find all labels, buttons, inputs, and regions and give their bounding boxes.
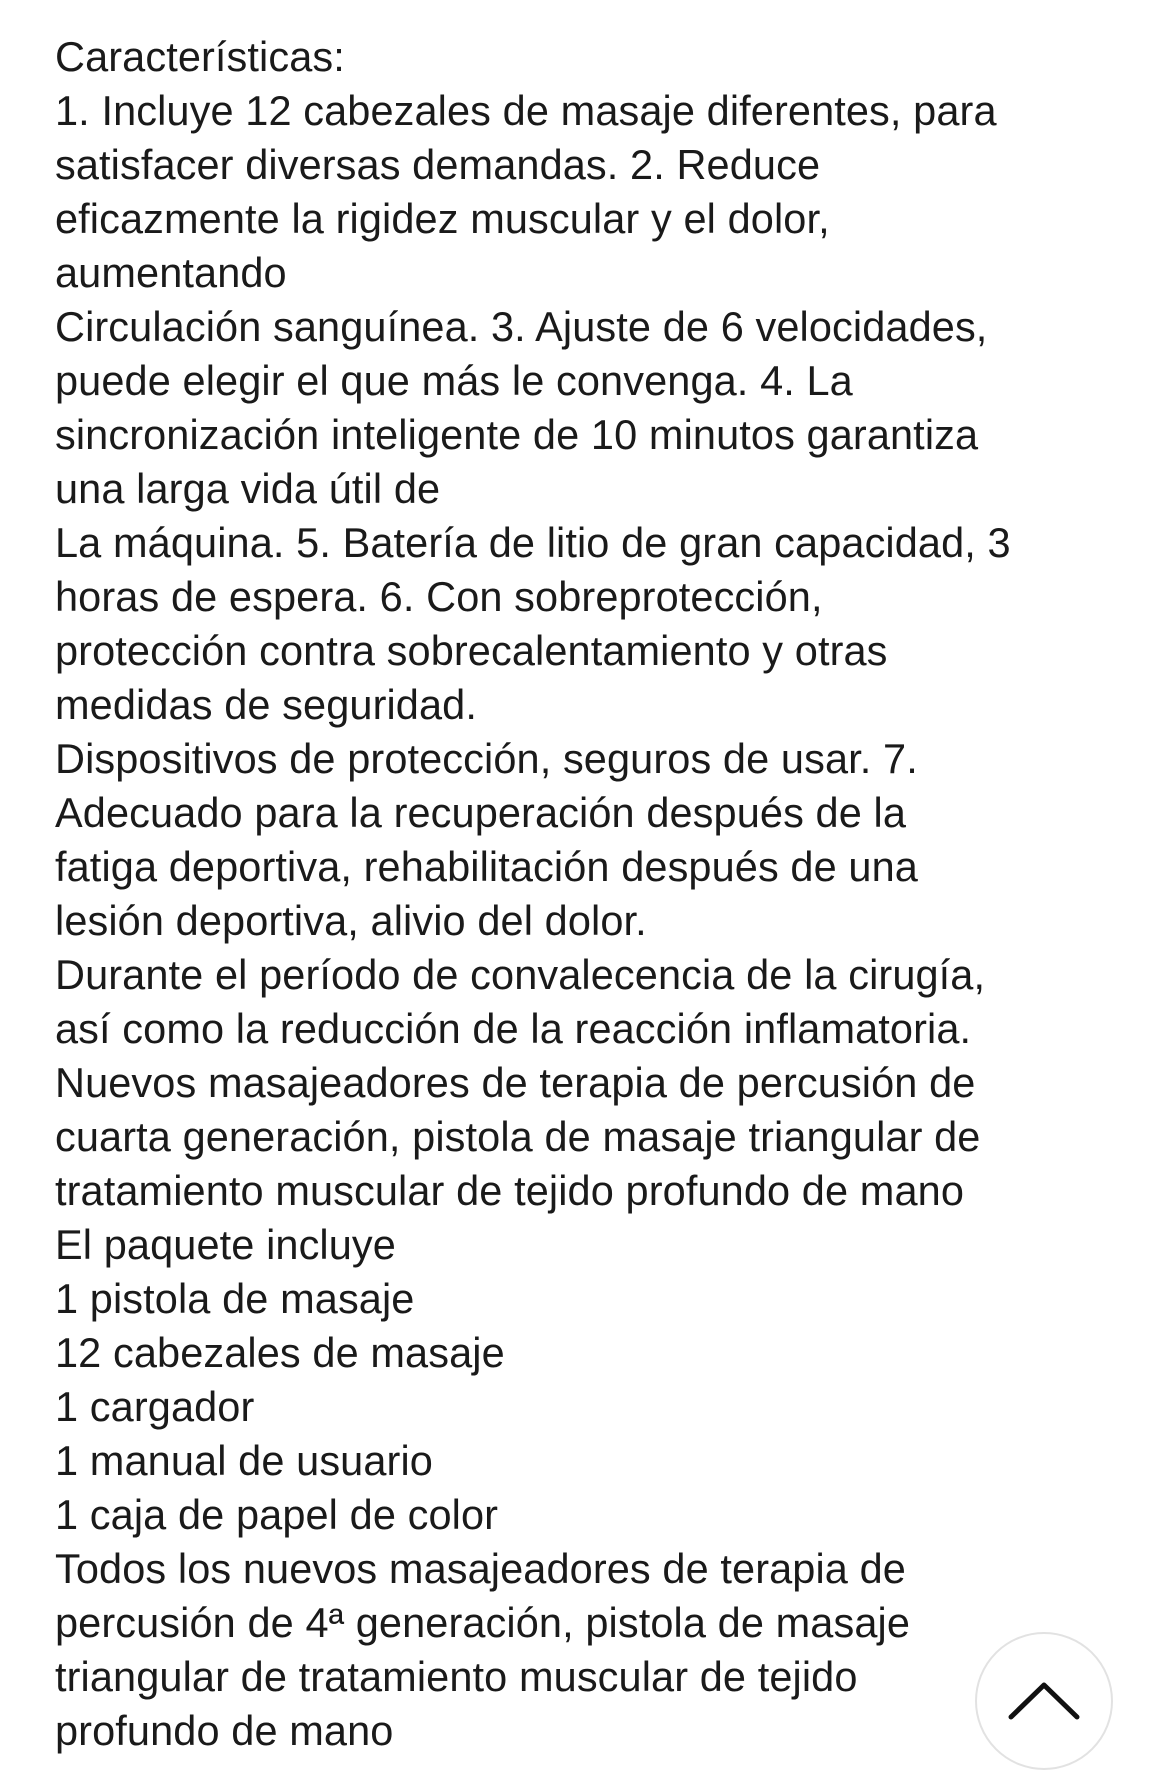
package-item: 1 cargador [55, 1383, 255, 1430]
description-line: una larga vida útil de [55, 465, 441, 512]
package-item: 1 manual de usuario [55, 1437, 433, 1484]
description-line: Todos los nuevos masajeadores de terapia de [55, 1545, 906, 1592]
package-item: 1 caja de papel de color [55, 1491, 499, 1538]
product-description [55, 30, 1135, 1758]
description-line: aumentando [55, 249, 287, 296]
description-line: medidas de seguridad. [55, 681, 477, 728]
description-line: cuarta generación, pistola de masaje triangular de [55, 1113, 981, 1160]
description-line: horas de espera. 6. Con sobreprotección, [55, 573, 823, 620]
description-line: fatiga deportiva, rehabilitación después de una [55, 843, 918, 890]
package-heading: El paquete incluye [55, 1221, 396, 1268]
scroll-to-top-button[interactable] [975, 1632, 1113, 1770]
description-line: triangular de tratamiento muscular de tejido [55, 1653, 858, 1700]
description-line: Circulación sanguínea. 3. Ajuste de 6 velocidades, [55, 303, 988, 350]
chevron-up-icon [1007, 1679, 1081, 1723]
package-item: 12 cabezales de masaje [55, 1329, 505, 1376]
description-line: Dispositivos de protección, seguros de usar. 7. [55, 735, 918, 782]
description-line: sincronización inteligente de 10 minutos garantiza [55, 411, 979, 458]
description-line: Nuevos masajeadores de terapia de percusión de [55, 1059, 976, 1106]
description-line: Adecuado para la recuperación después de la [55, 789, 907, 836]
description-line: así como la reducción de la reacción inflamatoria. [55, 1005, 972, 1052]
description-line: satisfacer diversas demandas. 2. Reduce [55, 141, 821, 188]
description-line: profundo de mano [55, 1707, 394, 1754]
description-line: 1. Incluye 12 cabezales de masaje diferentes, para [55, 87, 997, 134]
description-line: Durante el período de convalecencia de la cirugía, [55, 951, 986, 998]
description-line: lesión deportiva, alivio del dolor. [55, 897, 647, 944]
description-heading: Características: [55, 33, 345, 80]
description-line: puede elegir el que más le convenga. 4. La [55, 357, 853, 404]
description-line: percusión de 4ª generación, pistola de masaje [55, 1599, 911, 1646]
description-line: eficazmente la rigidez muscular y el dolor, [55, 195, 830, 242]
description-line: tratamiento muscular de tejido profundo de mano [55, 1167, 965, 1214]
package-item: 1 pistola de masaje [55, 1275, 415, 1322]
description-line: La máquina. 5. Batería de litio de gran capacidad, 3 [55, 519, 1011, 566]
description-line: protección contra sobrecalentamiento y otras [55, 627, 888, 674]
